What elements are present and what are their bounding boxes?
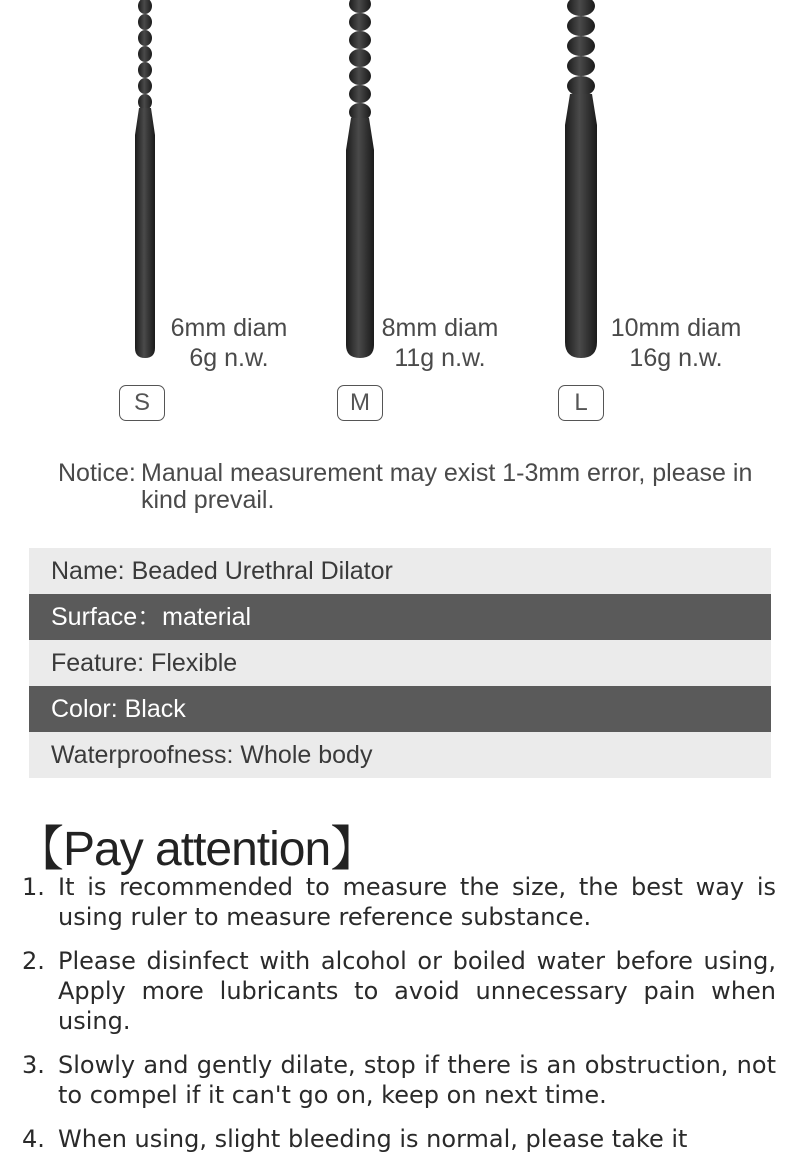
list-item-number: 1. (22, 873, 45, 901)
list-item-text: Please disinfect with alcohol or boiled water before using, Apply more lubricants to avoid unnecessary pain when using. (58, 947, 776, 1035)
rod-small (135, 0, 155, 358)
spec-row-waterproofness: Waterproofness: Whole body (29, 732, 771, 778)
spec-row-surface: Surface：material (29, 594, 771, 640)
dilator-rods-illustration (0, 0, 800, 440)
attention-title: 【Pay attention】 (16, 823, 378, 876)
size-badge-s: S (119, 385, 165, 421)
list-item (22, 872, 776, 932)
list-item-number: 3. (22, 1051, 45, 1079)
rod-large (565, 0, 597, 358)
notice-text: Manual measurement may exist 1-3mm error, please in kind prevail. (141, 459, 753, 514)
size-l-diameter: 10mm diam (610, 314, 742, 342)
spec-row-feature: Feature: Flexible (29, 640, 771, 686)
size-badge-l: L (558, 385, 604, 421)
size-m-spec (371, 313, 509, 373)
list-item-text: It is recommended to measure the size, the best way is using ruler to measure reference substance. (58, 873, 776, 931)
spec-table (29, 548, 771, 778)
list-item-text: Slowly and gently dilate, stop if there is an obstruction, not to compel if it can't go on, keep on next time. (58, 1051, 776, 1109)
notice-label: Notice: (58, 459, 136, 487)
list-item-text: When using, slight bleeding is normal, please take it (58, 1125, 688, 1153)
list-item-number: 2. (22, 947, 45, 975)
size-s-spec (160, 313, 298, 373)
list-item (22, 946, 776, 1036)
size-m-diameter: 8mm diam (381, 314, 499, 342)
list-item-number: 4. (22, 1125, 45, 1153)
size-s-weight: 6g n.w. (189, 344, 269, 372)
rod-medium (346, 0, 374, 358)
spec-row-name: Name: Beaded Urethral Dilator (29, 548, 771, 594)
size-l-spec (599, 313, 753, 373)
size-m-weight: 11g n.w. (394, 344, 486, 372)
size-s-diameter: 6mm diam (170, 314, 288, 342)
size-badge-m: M (337, 385, 383, 421)
spec-row-color: Color: Black (29, 686, 771, 732)
attention-list (22, 872, 776, 1168)
product-size-display (0, 0, 800, 440)
list-item (22, 1050, 776, 1110)
size-l-weight: 16g n.w. (629, 344, 723, 372)
